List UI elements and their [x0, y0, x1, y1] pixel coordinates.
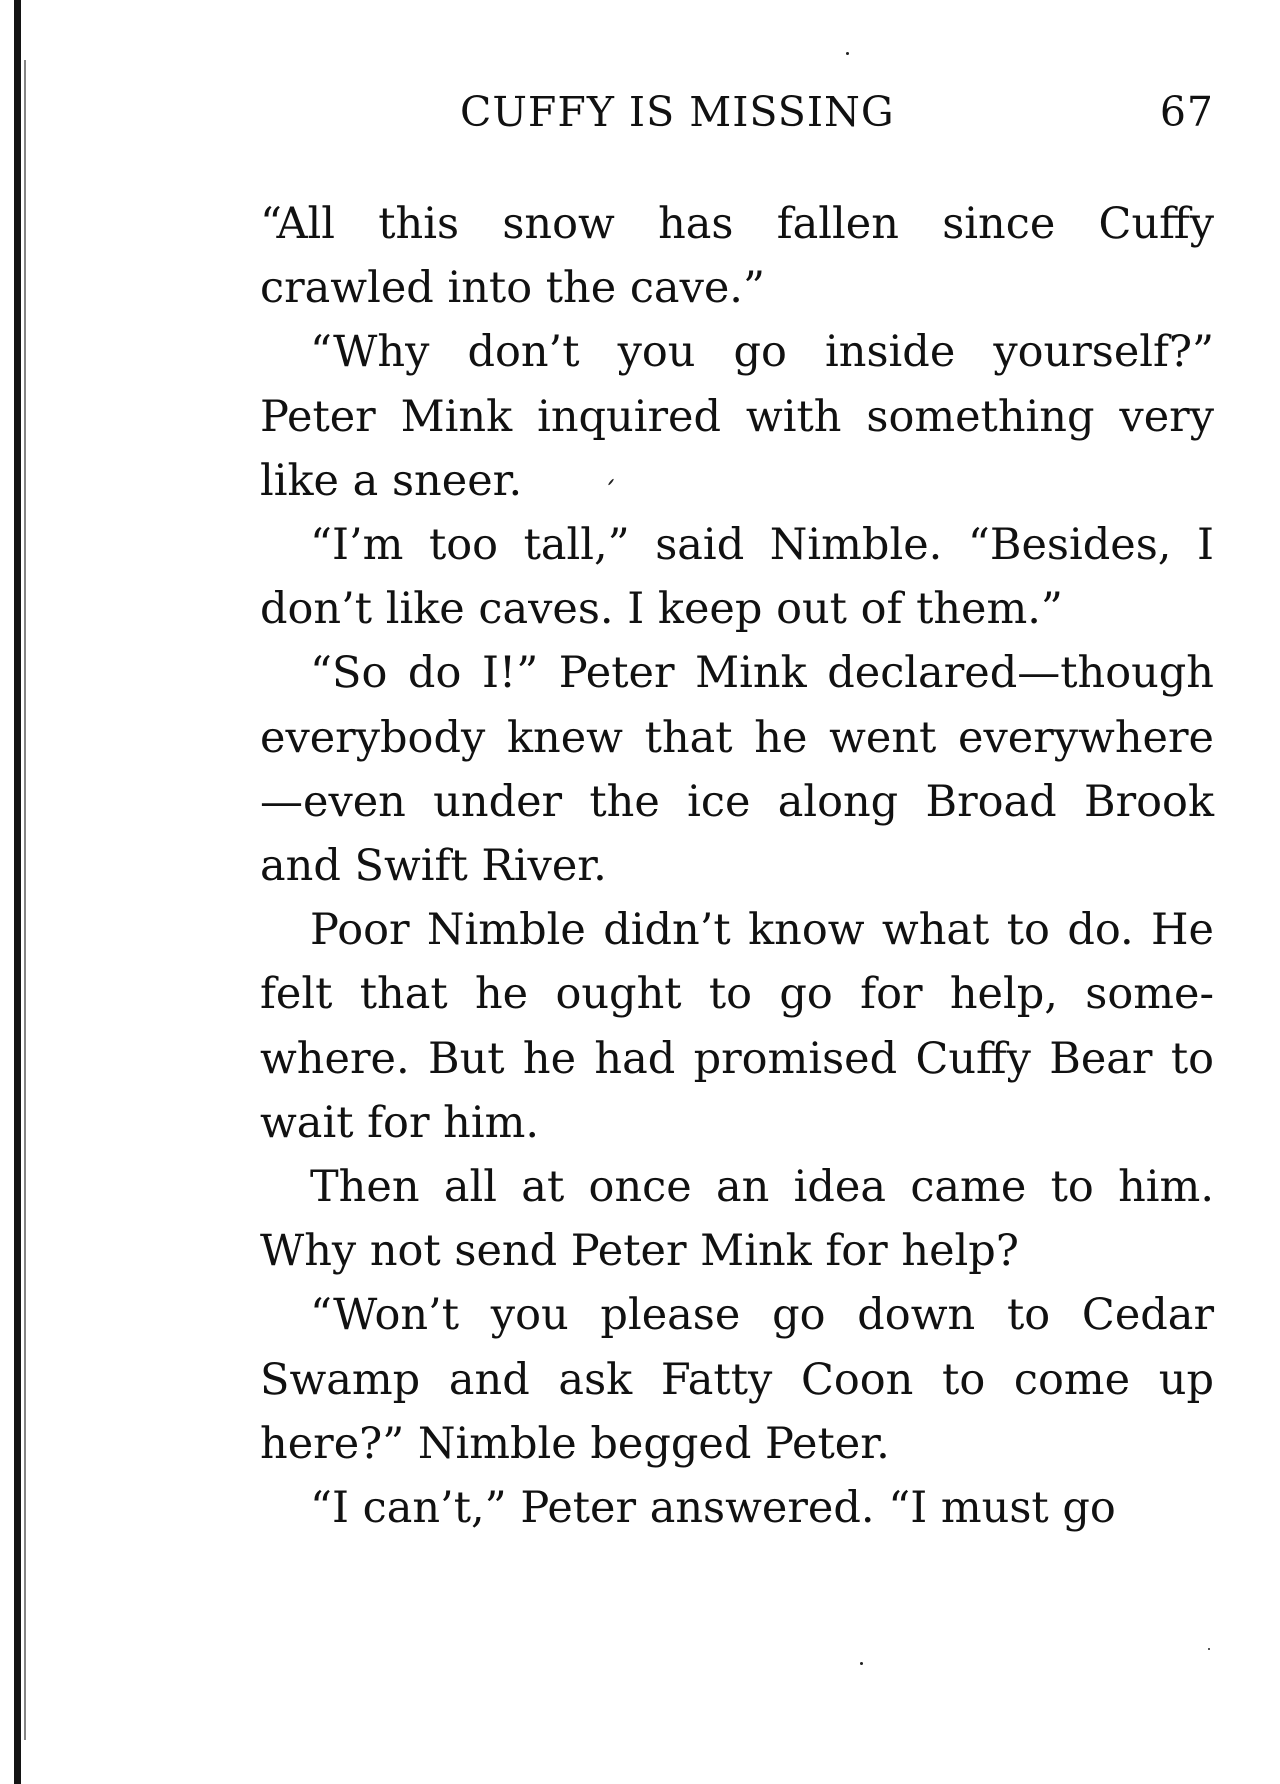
page-number: 67 [1159, 88, 1214, 136]
paragraph: “Why don’t you go inside yourself?” Peter Mink inquired with something very like a sneer. [260, 327, 1214, 506]
paragraph: “Won’t you please go down to Cedar Swamp and ask Fatty Coon to come up here?” Nimble begged Peter. [260, 1290, 1214, 1469]
print-speck [860, 1662, 863, 1665]
paragraph: Then all at once an idea came to him. Why not send Peter Mink for help? [260, 1162, 1214, 1277]
running-title: CUFFY IS MISSING [460, 88, 895, 136]
paragraph: Poor Nimble didn’t know what to do. He felt that he ought to go for help, some-where. But he had promised Cuffy Bear to wait for him. [260, 905, 1214, 1148]
paragraph: “I can’t,” Peter answered. “I must go [310, 1483, 1116, 1534]
page-binding-shadow [24, 60, 26, 1740]
print-speck [846, 52, 849, 55]
paragraph: “I’m too tall,” said Nimble. “Besides, I don’t like caves. I keep out of them.” [260, 520, 1214, 635]
page-binding-edge [14, 0, 21, 1784]
print-speck [1208, 1648, 1210, 1650]
paragraph: “All this snow has fallen since Cuffy crawled into the cave.” [260, 199, 1214, 314]
paragraph: “So do I!” Peter Mink declared—though everybody knew that he went everywhere—even under the ice along Broad Brook and Swift River. [260, 648, 1214, 892]
running-header [460, 88, 1214, 148]
body-text [260, 192, 1214, 1540]
